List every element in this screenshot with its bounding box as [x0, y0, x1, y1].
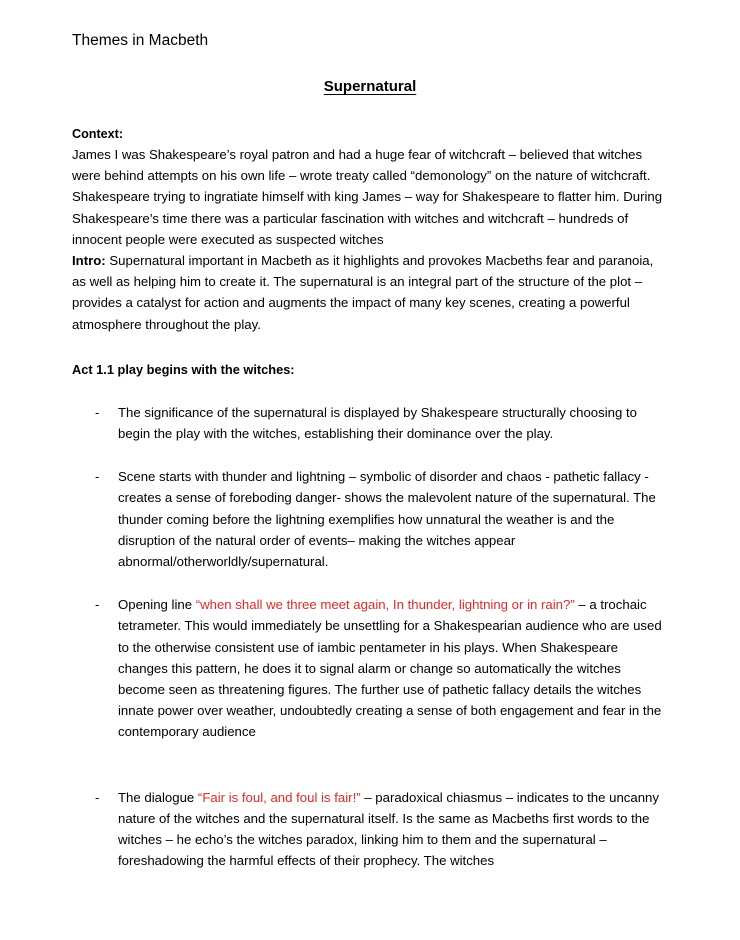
bullet-marker-icon: -: [95, 597, 100, 613]
intro-label: Intro:: [72, 253, 106, 269]
bullet-list: [72, 402, 668, 872]
context-label: Context:: [72, 127, 124, 141]
bullet-text-before: The significance of the supernatural is displayed by Shakespeare structurally choosing to begin the play with the witches, establishing their dominance over the play.: [118, 404, 638, 442]
bullet-text-before: The dialogue: [118, 789, 198, 805]
quotation-text: “Fair is foul, and foul is fair!”: [197, 789, 361, 805]
list-item: [72, 466, 668, 572]
bullet-text-after: – a trochaic tetrameter. This would immediately be unsettling for a Shakespearian audience who are used to the otherwise consistent use of iambic pentameter in his plays. When Shakespeare changes this pattern, he does it to signal alarm or change so automatically the witches become seen as threatening figures. The further use of pathetic fallacy details the witches innate power over weather, undoubtedly creating a sense of both engagement and fear in the contemporary audience: [118, 597, 662, 740]
intro-paragraph: [72, 250, 668, 335]
bullet-marker-icon: -: [95, 789, 100, 805]
context-paragraph: James I was Shakespeare’s royal patron and had a huge fear of witchcraft – believed that witches were behind attempts on his own life – wrote treaty called “demonology” on the nature of witchcraft. Shakespeare trying to ingratiate himself with king James – way for Shakespeare to flatter him. During Shakespeare’s time there was a particular fascination with witches and witchcraft – hundreds of innocent people were executed as suspected witches: [72, 147, 663, 247]
bullet-text-before: Scene starts with thunder and lightning – symbolic of disorder and chaos - pathetic fallacy - creates a sense of foreboding danger- shows the malevolent nature of the supernatural. The thunder coming before the lightning exemplifies how unnatural the weather is and the disruption of the natural order of events– making the witches appear abnormal/otherworldly/supernatural.: [118, 469, 656, 570]
act-heading: Act 1.1 play begins with the witches:: [72, 361, 295, 377]
page-title: Themes in Macbeth: [72, 32, 209, 49]
list-item: [72, 787, 668, 872]
section-heading-text: Supernatural: [323, 78, 417, 95]
intro-text: Supernatural important in Macbeth as it highlights and provokes Macbeths fear and paranoia, as well as helping him to create it. The supernatural is an integral part of the structure of the plot – provides a catalyst for action and augments the impact of many key scenes, creating a powerful atmosphere throughout the play.: [72, 253, 654, 332]
bullet-text-before: Opening line: [118, 597, 196, 613]
list-item: [72, 594, 668, 742]
bullet-marker-icon: -: [95, 404, 100, 420]
bullet-text-after: – paradoxical chiasmus – indicates to the uncanny nature of the witches and the supernatural itself. Is the same as Macbeths first words to the witches – he echo’s the witches paradox, linking him to them and the supernatural – foreshadowing the harmful effects of their prophecy. The witches: [118, 789, 659, 869]
bullet-marker-icon: -: [95, 469, 100, 485]
document-content: [72, 0, 668, 871]
list-item: [72, 402, 668, 444]
section-heading: [72, 77, 668, 97]
quotation-text: “when shall we three meet again, In thunder, lightning or in rain?”: [195, 597, 575, 613]
